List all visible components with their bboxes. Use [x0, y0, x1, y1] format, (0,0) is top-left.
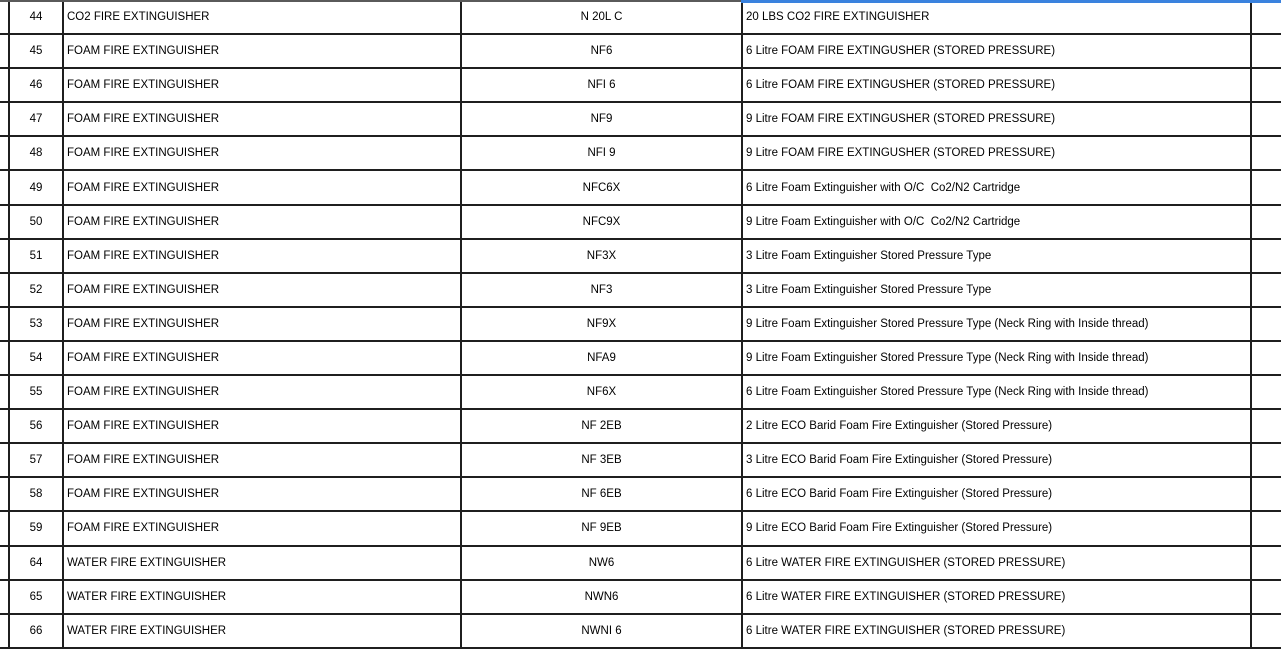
cell-item-number[interactable]: 44 [8, 1, 62, 33]
cell-right-edge[interactable] [1250, 171, 1281, 203]
cell-item-number[interactable]: 58 [8, 478, 62, 510]
cell-item-number[interactable]: 53 [8, 308, 62, 340]
cell-product-name[interactable]: FOAM FIRE EXTINGUISHER [62, 171, 460, 203]
cell-product-name[interactable]: FOAM FIRE EXTINGUISHER [62, 444, 460, 476]
cell-description[interactable]: 20 LBS CO2 FIRE EXTINGUISHER [741, 1, 1250, 33]
cell-description[interactable]: 6 Litre FOAM FIRE EXTINGUSHER (STORED PRESSURE) [741, 69, 1250, 101]
table-row [0, 444, 1281, 478]
table-row [0, 376, 1281, 410]
cell-description[interactable]: 9 Litre FOAM FIRE EXTINGUSHER (STORED PRESSURE) [741, 137, 1250, 169]
cell-product-name[interactable]: WATER FIRE EXTINGUISHER [62, 615, 460, 647]
cell-model-code[interactable]: NF6X [460, 376, 741, 408]
cell-right-edge[interactable] [1250, 376, 1281, 408]
cell-model-code[interactable]: NF9X [460, 308, 741, 340]
cell-description[interactable]: 6 Litre WATER FIRE EXTINGUISHER (STORED PRESSURE) [741, 581, 1250, 613]
cell-model-code[interactable]: NFI 6 [460, 69, 741, 101]
cell-description[interactable]: 6 Litre WATER FIRE EXTINGUISHER (STORED PRESSURE) [741, 547, 1250, 579]
cell-model-code[interactable]: NFA9 [460, 342, 741, 374]
table-row [0, 308, 1281, 342]
cell-item-number[interactable]: 64 [8, 547, 62, 579]
cell-left-edge[interactable] [0, 342, 8, 374]
cell-item-number[interactable]: 45 [8, 35, 62, 67]
cell-item-number[interactable]: 65 [8, 581, 62, 613]
cell-product-name[interactable]: FOAM FIRE EXTINGUISHER [62, 512, 460, 544]
cell-product-name[interactable]: FOAM FIRE EXTINGUISHER [62, 376, 460, 408]
cell-right-edge[interactable] [1250, 615, 1281, 647]
cell-item-number[interactable]: 59 [8, 512, 62, 544]
cell-item-number[interactable]: 46 [8, 69, 62, 101]
cell-product-name[interactable]: FOAM FIRE EXTINGUISHER [62, 35, 460, 67]
cell-left-edge[interactable] [0, 547, 8, 579]
cell-product-name[interactable]: FOAM FIRE EXTINGUISHER [62, 274, 460, 306]
cell-right-edge[interactable] [1250, 1, 1281, 33]
cell-description[interactable]: 6 Litre Foam Extinguisher Stored Pressure Type (Neck Ring with Inside thread) [741, 376, 1250, 408]
cell-product-name[interactable]: FOAM FIRE EXTINGUISHER [62, 478, 460, 510]
cell-item-number[interactable]: 48 [8, 137, 62, 169]
cell-item-number[interactable]: 57 [8, 444, 62, 476]
cell-product-name[interactable]: FOAM FIRE EXTINGUISHER [62, 137, 460, 169]
table-row [0, 615, 1281, 649]
cell-left-edge[interactable] [0, 308, 8, 340]
cell-left-edge[interactable] [0, 478, 8, 510]
cell-left-edge[interactable] [0, 1, 8, 33]
cell-left-edge[interactable] [0, 274, 8, 306]
cell-left-edge[interactable] [0, 171, 8, 203]
cell-right-edge[interactable] [1250, 342, 1281, 374]
cell-right-edge[interactable] [1250, 410, 1281, 442]
cell-left-edge[interactable] [0, 410, 8, 442]
selection-border-blue [741, 0, 1281, 3]
cell-right-edge[interactable] [1250, 581, 1281, 613]
table-body [0, 1, 1281, 649]
cell-model-code[interactable]: NF3 [460, 274, 741, 306]
cell-model-code[interactable]: NF3X [460, 240, 741, 272]
cell-right-edge[interactable] [1250, 478, 1281, 510]
cell-product-name[interactable]: WATER FIRE EXTINGUISHER [62, 547, 460, 579]
cell-model-code[interactable]: NFI 9 [460, 137, 741, 169]
cell-left-edge[interactable] [0, 240, 8, 272]
table-row [0, 171, 1281, 205]
cell-item-number[interactable]: 56 [8, 410, 62, 442]
cell-right-edge[interactable] [1250, 547, 1281, 579]
cell-product-name[interactable]: FOAM FIRE EXTINGUISHER [62, 308, 460, 340]
cell-left-edge[interactable] [0, 512, 8, 544]
cell-model-code[interactable]: NF9 [460, 103, 741, 135]
cell-product-name[interactable]: FOAM FIRE EXTINGUISHER [62, 206, 460, 238]
table-row [0, 206, 1281, 240]
cell-product-name[interactable]: CO2 FIRE EXTINGUISHER [62, 1, 460, 33]
cell-product-name[interactable]: FOAM FIRE EXTINGUISHER [62, 103, 460, 135]
cell-model-code[interactable]: NF6 [460, 35, 741, 67]
cell-model-code[interactable]: NF 9EB [460, 512, 741, 544]
cell-description[interactable]: 3 Litre Foam Extinguisher Stored Pressure Type [741, 274, 1250, 306]
cell-description[interactable]: 6 Litre Foam Extinguisher with O/C Co2/N2 Cartridge [741, 171, 1250, 203]
cell-left-edge[interactable] [0, 137, 8, 169]
cell-model-code[interactable]: N 20L C [460, 1, 741, 33]
cell-description[interactable]: 2 Litre ECO Barid Foam Fire Extinguisher (Stored Pressure) [741, 410, 1250, 442]
cell-right-edge[interactable] [1250, 103, 1281, 135]
cell-description[interactable]: 9 Litre FOAM FIRE EXTINGUSHER (STORED PRESSURE) [741, 103, 1250, 135]
cell-right-edge[interactable] [1250, 240, 1281, 272]
table-row [0, 69, 1281, 103]
cell-right-edge[interactable] [1250, 308, 1281, 340]
table-row [0, 240, 1281, 274]
cell-description[interactable]: 9 Litre Foam Extinguisher Stored Pressure Type (Neck Ring with Inside thread) [741, 308, 1250, 340]
cell-item-number[interactable]: 66 [8, 615, 62, 647]
cell-left-edge[interactable] [0, 103, 8, 135]
cell-right-edge[interactable] [1250, 137, 1281, 169]
cell-description[interactable]: 6 Litre ECO Barid Foam Fire Extinguisher (Stored Pressure) [741, 478, 1250, 510]
cell-left-edge[interactable] [0, 376, 8, 408]
table-row [0, 410, 1281, 444]
table-row [0, 103, 1281, 137]
table-row [0, 581, 1281, 615]
cell-item-number[interactable]: 54 [8, 342, 62, 374]
cell-model-code[interactable]: NFC9X [460, 206, 741, 238]
cell-item-number[interactable]: 47 [8, 103, 62, 135]
table-row [0, 342, 1281, 376]
cell-left-edge[interactable] [0, 206, 8, 238]
cell-left-edge[interactable] [0, 444, 8, 476]
cell-item-number[interactable]: 52 [8, 274, 62, 306]
cell-product-name[interactable]: FOAM FIRE EXTINGUISHER [62, 342, 460, 374]
cell-left-edge[interactable] [0, 69, 8, 101]
cell-product-name[interactable]: FOAM FIRE EXTINGUISHER [62, 69, 460, 101]
cell-left-edge[interactable] [0, 35, 8, 67]
cell-description[interactable]: 9 Litre Foam Extinguisher with O/C Co2/N2 Cartridge [741, 206, 1250, 238]
cell-item-number[interactable]: 49 [8, 171, 62, 203]
cell-right-edge[interactable] [1250, 444, 1281, 476]
cell-model-code[interactable]: NF 3EB [460, 444, 741, 476]
cell-description[interactable]: 6 Litre WATER FIRE EXTINGUISHER (STORED PRESSURE) [741, 615, 1250, 647]
table-row [0, 547, 1281, 581]
table-row [0, 478, 1281, 512]
cell-description[interactable]: 9 Litre Foam Extinguisher Stored Pressure Type (Neck Ring with Inside thread) [741, 342, 1250, 374]
table-row [0, 274, 1281, 308]
cell-model-code[interactable]: NF 6EB [460, 478, 741, 510]
cell-model-code[interactable]: NWNI 6 [460, 615, 741, 647]
cell-model-code[interactable]: NWN6 [460, 581, 741, 613]
cell-model-code[interactable]: NFC6X [460, 171, 741, 203]
cell-left-edge[interactable] [0, 615, 8, 647]
cell-product-name[interactable]: FOAM FIRE EXTINGUISHER [62, 240, 460, 272]
cell-model-code[interactable]: NF 2EB [460, 410, 741, 442]
cell-right-edge[interactable] [1250, 274, 1281, 306]
cell-description[interactable]: 3 Litre Foam Extinguisher Stored Pressure Type [741, 240, 1250, 272]
cell-right-edge[interactable] [1250, 35, 1281, 67]
cell-description[interactable]: 6 Litre FOAM FIRE EXTINGUSHER (STORED PRESSURE) [741, 35, 1250, 67]
cell-right-edge[interactable] [1250, 206, 1281, 238]
cell-right-edge[interactable] [1250, 512, 1281, 544]
cell-item-number[interactable]: 55 [8, 376, 62, 408]
table-row [0, 1, 1281, 35]
table-row [0, 35, 1281, 69]
cell-description[interactable]: 3 Litre ECO Barid Foam Fire Extinguisher (Stored Pressure) [741, 444, 1250, 476]
cell-description[interactable]: 9 Litre ECO Barid Foam Fire Extinguisher (Stored Pressure) [741, 512, 1250, 544]
cell-item-number[interactable]: 51 [8, 240, 62, 272]
table-row [0, 512, 1281, 546]
cell-product-name[interactable]: WATER FIRE EXTINGUISHER [62, 581, 460, 613]
table-row [0, 137, 1281, 171]
cell-product-name[interactable]: FOAM FIRE EXTINGUISHER [62, 410, 460, 442]
cell-right-edge[interactable] [1250, 69, 1281, 101]
cell-model-code[interactable]: NW6 [460, 547, 741, 579]
table-top-border [0, 0, 741, 2]
cell-item-number[interactable]: 50 [8, 206, 62, 238]
cell-left-edge[interactable] [0, 581, 8, 613]
